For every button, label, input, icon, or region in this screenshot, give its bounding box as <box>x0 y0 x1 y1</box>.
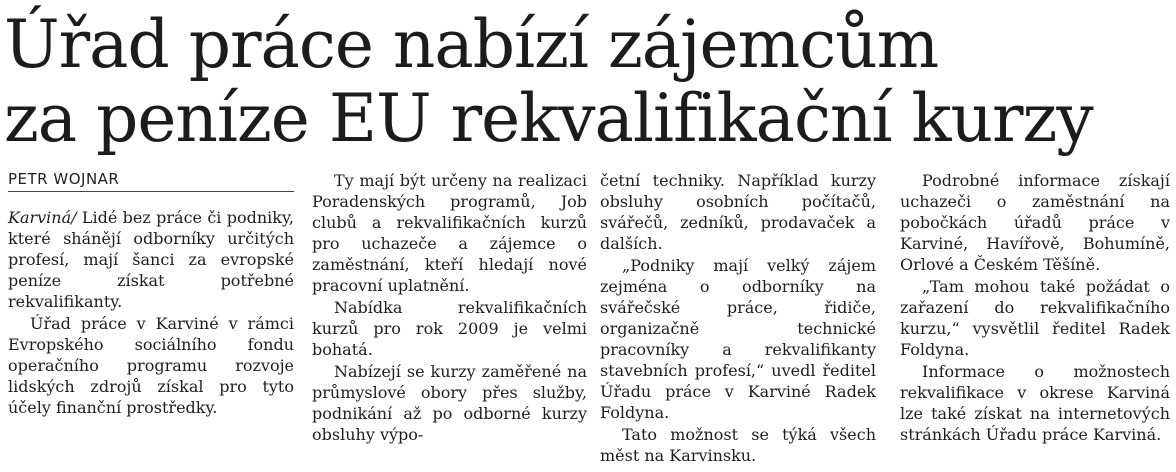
headline-line-1: Úřad práce nabízí zájemcům <box>4 6 939 83</box>
paragraph: Ty mají být určeny na realizaci Poradenských programů, Job clubů a rekvalifikačních kurzů pro uchazeče a zájemce o zaměstnání, kteří hledají nové pracovní uplatnění. <box>312 171 587 295</box>
paragraph: Nabízejí se kurzy zaměřené na průmyslové obory přes služby, podnikání až po odborné kurzy obsluhy výpo- <box>312 362 587 444</box>
paragraph: Podrobné informace získají uchazeči o zaměstnání na pobočkách úřadů práce v Karviné, Havířově, Bohumíně, Orlové a Českém Těšíně. <box>900 171 1170 274</box>
paragraph: Nabídka rekvalifikačních kurzů pro rok 2009 je velmi bohatá. <box>312 298 587 359</box>
paragraph: Úřad práce v Karviné v rámci Evropského sociálního fondu operačního programu rozvoje lidských zdrojů získal pro tyto účely finanční prostředky. <box>8 314 294 417</box>
column-2 <box>312 170 587 446</box>
paragraph-text: Lidé bez práce či podniky, které shánějí odborníky určitých profesí, mají šanci za evropské peníze získat potřebné rekvalifikanty. <box>8 208 294 311</box>
column-4 <box>900 170 1170 446</box>
column-3 <box>600 170 876 467</box>
paragraph <box>8 207 294 312</box>
column-1 <box>8 207 294 419</box>
paragraph: „Podniky mají velký zájem zejména o odborníky na svářečské práce, řidiče, organizačně technické pracovníky a rekvalifikanty stavebních profesí,“ uvedl ředitel Úřadu práce v Karviné Radek Foldyna. <box>600 256 876 422</box>
byline-author: PETR WOJNAR <box>8 170 294 192</box>
paragraph: Tato možnost se týká všech měst na Karvinsku. <box>600 425 876 465</box>
headline-line-2: za peníze EU rekvalifikační kurzy <box>4 80 1093 157</box>
headline <box>4 8 1172 156</box>
paragraph: „Tam mohou také požádat o zařazení do rekvalifikačního kurzu,“ vysvětlil ředitel Radek Foldyna. <box>900 277 1170 359</box>
paragraph: Informace o možnostech rekvalifikace v okrese Karviná lze také získat na internetových stránkách Úřadu práce Karviná. <box>900 362 1170 444</box>
dateline-place: Karviná/ <box>8 208 77 227</box>
paragraph: četní techniky. Například kurzy obsluhy osobních počítačů, svářečů, zedníků, prodavaček a dalších. <box>600 171 876 253</box>
